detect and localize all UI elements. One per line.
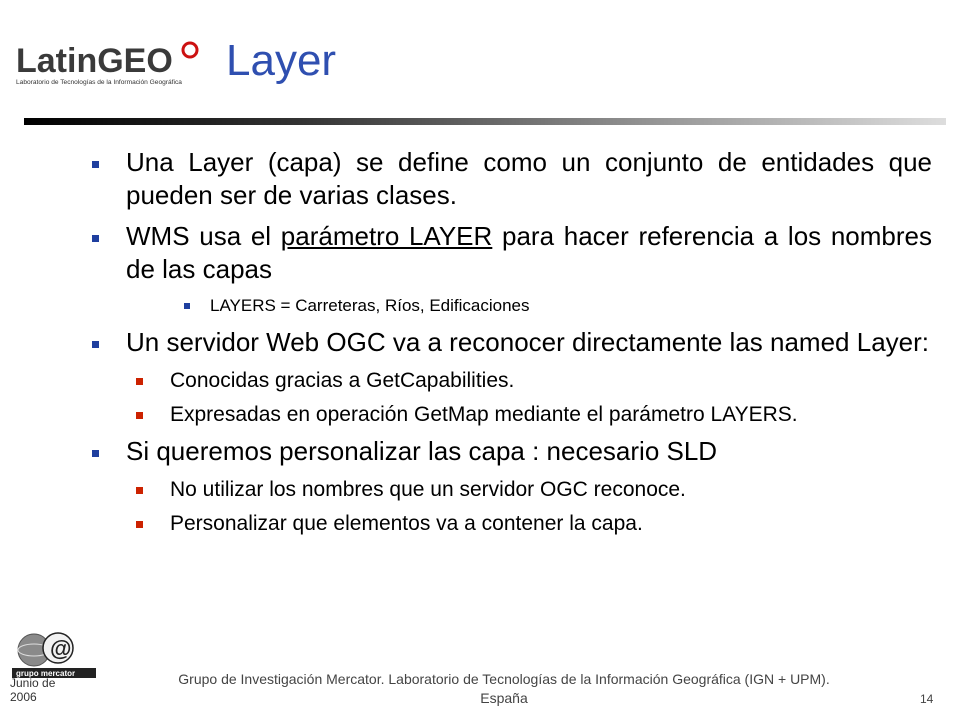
sub-bullet-layers-example <box>92 294 932 318</box>
header-divider <box>24 118 946 125</box>
bullet-marker <box>92 341 99 348</box>
slide-body <box>92 146 932 544</box>
bullet-marker <box>136 487 143 494</box>
footer-caption <box>120 670 888 708</box>
bullet-marker <box>184 303 190 309</box>
bullet-text: No utilizar los nombres que un servidor OGC reconoce. <box>170 478 686 501</box>
bullet-sld <box>92 435 932 468</box>
bullet-ogc-server <box>92 326 932 359</box>
footer-logo-text: grupo mercator <box>16 669 76 678</box>
logo-text: LatinGEO <box>16 42 173 80</box>
sub-bullet-getcapabilities <box>92 367 932 395</box>
bullet-text: Un servidor Web OGC va a reconocer directamente las named Layer: <box>126 327 929 357</box>
bullet-text: LAYERS = Carreteras, Ríos, Edificaciones <box>210 296 530 315</box>
bullet-marker <box>92 235 99 242</box>
bullet-text-post: para hacer referencia a los nombres de las capas <box>126 221 933 284</box>
bullet-marker <box>136 412 143 419</box>
footer-date-line1: Junio de <box>10 676 56 690</box>
bullet-layer-definition <box>92 146 932 212</box>
bullet-text-pre: WMS usa el <box>126 221 281 251</box>
bullet-text: Si queremos personalizar las capa : necesario SLD <box>126 436 718 466</box>
bullet-text: Expresadas en operación GetMap mediante el parámetro LAYERS. <box>170 403 798 426</box>
bullet-marker <box>92 450 99 457</box>
logo-tagline: Laboratorio de Tecnologías de la Información Geográfica <box>16 79 182 86</box>
latingeo-logo <box>14 36 214 96</box>
page-number: 14 <box>920 692 934 706</box>
footer-caption-line1: Grupo de Investigación Mercator. Laboratorio de Tecnologías de la Información Geográfica (IGN + UPM). <box>178 671 830 687</box>
bullet-marker <box>136 378 143 385</box>
bullet-wms-layer-param <box>92 220 932 286</box>
bullet-marker <box>136 521 143 528</box>
bullet-marker <box>92 161 99 168</box>
bullet-text: Una Layer (capa) se define como un conjunto de entidades que pueden ser de varias clases. <box>126 147 932 210</box>
footer-date <box>10 676 55 704</box>
svg-text:@: @ <box>50 636 72 661</box>
sub-bullet-elements <box>92 510 932 538</box>
footer-date-line2: 2006 <box>10 690 37 704</box>
bullet-text: Conocidas gracias a GetCapabilities. <box>170 369 515 392</box>
sub-bullet-getmap <box>92 401 932 429</box>
footer-caption-line2: España <box>480 690 528 706</box>
page-title: Layer <box>226 36 337 85</box>
bullet-text: Personalizar que elementos va a contener la capa. <box>170 512 643 535</box>
layer-parameter-link[interactable]: parámetro LAYER <box>280 221 493 251</box>
sub-bullet-names <box>92 476 932 504</box>
